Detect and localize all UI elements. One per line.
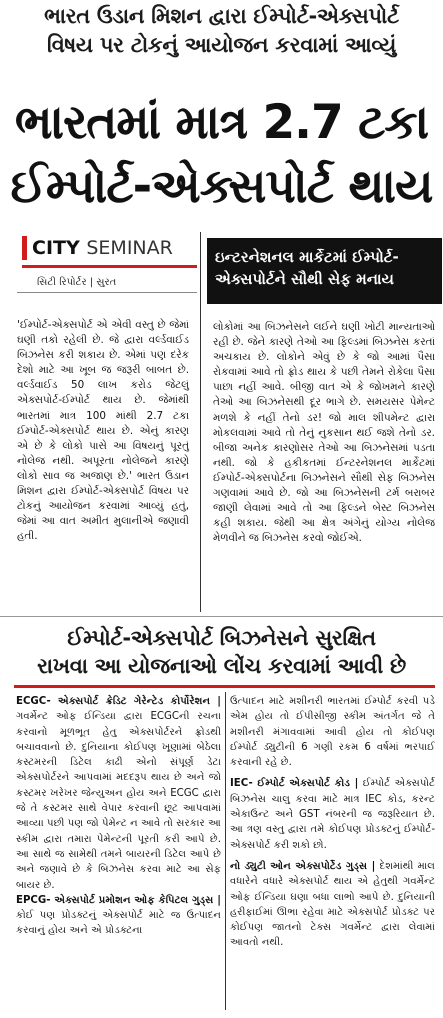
section-tag-bar (22, 236, 27, 260)
scheme-lead: IEC- ઈમ્પોર્ટ એક્સપોર્ટ કોડ | (230, 778, 359, 790)
subhead-line-2: રાખવા આ યોજનાઓ લોંચ કરવામાં આવી છે (37, 654, 406, 678)
highlight-box (207, 238, 442, 304)
right-column-text: લોકોમાં આ બિઝનેસને લઈને ઘણી ખોટી માન્યતાઓ રહી છે. જેને કારણે તેઓ આ ફિલ્ડમાં બિઝનેસ કરતાં અચકાય છે. લોકોને એવું છે કે જો આમાં પૈસા રોકવામાં આવે તો ફ્રોડ થાય કે પછી તેમને રોકેલા પૈસા પાછા નહીં આવે. બીજી વાત એ કે જોખમને કારણે તેઓ આ બિઝનેસથી દૂર ભાગે છે. સમયસર પેમેન્ટ મળશે કે નહીં તેનો ડર! જો માલ શીપમેન્ટ દ્વારા મોકલવામાં આવે તો તેનું નુકસાન થઈ જશે તેનો ડર. બીજા અનેક કારણોસર તેઓ આ બિઝનેસમાં પડતા નથી. જો કે હકીકતમાં ઈન્ટરનેશનલ માર્કેટમાં ઈમ્પોર્ટ-એક્સપોર્ટના બિઝનેસને સૌથી સેફ બિઝનેસ ગણવામાં આવે છે. જો આ બિઝનેસની ટર્મ બરાબર જાણી લેવામાં આવે તો આ ફિલ્ડને બેસ્ટ બિઝનેસ કહી શકાય. જેથી આ ક્ષેત્ર અંગેનું યોગ્ય નોલેજ મેળવીને જ બિઝનેસ કરવો જોઈએ. (213, 321, 435, 545)
kicker (0, 2, 443, 60)
scheme-paragraph (16, 694, 221, 893)
section-tag-underline (22, 265, 197, 268)
scheme-text: કોઈ પણ પ્રોડક્ટનું એક્સપોર્ટ માટે જ ઉત્પાદન કરવાનું હોય અને એ પ્રોડક્ટના (16, 910, 221, 937)
column-divider-bottom (225, 692, 226, 1010)
scheme-text: ગવર્મેન્ટ ઓફ ઈન્ડિયા દ્વારા ECGCની રચના કરવાનો મૂળભૂત હેતુ એક્સપોર્ટરને ફ્રોડથી બચાવવાનો છે. દુનિયાના કોઈપણ ખૂણામાં બેઠેલા કસ્ટમરની ડિટેલ કાઢી એનો સંપૂર્ણ ડેટા એક્સપોર્ટરને આપવામાં મદદરૂપ થાય છે અને જો કસ્ટમર ખરેખર જેન્યુઅન હોય અને ECGC દ્વારા જે તે કસ્ટમર સાથે વેપાર કરવાની છૂટ આપવામાં આવ્યા પછી પણ જો પેમેન્ટ ન આવે તો સરકાર આ સ્કીમ દ્વારા તમારા પેમેન્ટની પૂરતી કરી આપે છે. આ સાથે જ સામેથી તમને બાયરની ડિટેલ આપે છે અને જણાવે છે કે બિઝનેસ કરવા માટે આ સેફ બાયર છે. (16, 711, 221, 891)
subhead (0, 624, 443, 680)
highlight-box-line-2: એક્સપોર્ટને સૌથી સેફ મનાય (215, 270, 394, 288)
section-tag (32, 233, 207, 263)
subhead-red-rule (14, 685, 435, 688)
bottom-left-column (16, 694, 221, 939)
scheme-lead: નો ડ્યુટી ઓન એક્સપોર્ટેડ ગુડ્સ | (230, 860, 376, 872)
kicker-line-2: વિષય પર ટોકનું આયોજન કરવામાં આવ્યું (46, 33, 397, 57)
scheme-text: દેશમાંથી માલ વધારેને વધારે એક્સપોર્ટ થાય એ હેતુથી ગવર્મેન્ટ ઓફ ઈન્ડિયા ઘણા બધા લાભો આપે છે. દુનિયાની હરીફાઈમાં ઊભા રહેવા માટે એક્સપોર્ટ પ્રોડક્ટ પર કોઈપણ જાતનો ટેક્સ ગવર્મેન્ટ દ્વારા લેવામાં આવતો નથી. (230, 860, 435, 949)
byline-rule (17, 292, 197, 293)
section-tag-city: CITY (32, 237, 80, 259)
subhead-line-1: ઈમ્પોર્ટ-એક્સપોર્ટ બિઝનેસને સુરક્ષિત (67, 626, 376, 650)
headline-line-2: ઈમ્પોર્ટ-એક્સપોર્ટ થાય (10, 159, 433, 214)
headline-line-1: ભારતમાં માત્ર 2.7 ટકા (14, 95, 429, 150)
scheme-text: ઈમ્પોર્ટ એક્સપોર્ટ બિઝનેસ ચાલુ કરવા માટે માત્ર IEC કોડ, કરન્ટ એકાઉન્ટ અને GST નંબરની જ જરૂરિયાત છે. આ ત્રણ વસ્તુ દ્વારા તમે કોઈપણ પ્રોડક્ટનું ઈમ્પોર્ટ-એક્સપોર્ટ કરી શકો છો. (230, 778, 435, 851)
scheme-paragraph (230, 776, 435, 852)
kicker-line-1: ભારત ઉડાન મિશન દ્વારા ઈમ્પોર્ટ-એક્સપોર્ટ (44, 4, 399, 28)
highlight-box-line-1: ઇન્ટરનેશનલ માર્કેટમાં ઈમ્પોર્ટ- (215, 248, 399, 266)
bottom-right-column (230, 694, 435, 951)
byline: સિટી રિપોર્ટર | સુરત (37, 277, 117, 288)
subhead-top-rule (0, 616, 443, 617)
scheme-lead: ECGC- એક્સપોર્ટ ક્રેડિટ ગેરેન્ટેડ કોર્પોરેશન | (16, 696, 221, 707)
column-divider-top (200, 232, 201, 612)
left-column-text: 'ઈમ્પોર્ટ-એક્સપોર્ટ એ એવી વસ્તુ છે જેમાં ઘણી તકો રહેલી છે. જે દ્વારા વર્લ્ડવાઈડ બિઝનેસ કરી શકાય છે. એમાં પણ દરેક દેશો માટે આ ખૂબ જ જરૂરી બાબત છે. વર્લ્ડવાઈડ 50 લાખ કરોડ જેટલું એક્સપોર્ટ-ઈમ્પોર્ટ થાય છે. જેમાંથી ભારતમાં માત્ર 100 માંથી 2.7 ટકા ઈમ્પોર્ટ-એક્સપોર્ટ થાય છે. એનું કારણ એ છે કે લોકો પાસે આ વિષયનું પૂરતું નોલેજ નથી. અપૂરતા નોલેજને કારણે લોકો સાવ જ અજાણ છે.' ભારત ઉડાન મિશન દ્વારા ઈમ્પોર્ટ-એક્સપોર્ટ વિષય પર ટોકનું આયોજન કરવામાં આવ્યું હતું, જેમાં આ વાત અમીત મુલાનીએ જણાવી હતી. (17, 319, 189, 543)
scheme-paragraph (230, 859, 435, 951)
scheme-text: ઉત્પાદન માટે મશીનરી ભારતમાં ઈમ્પોર્ટ કરવી પડે એમ હોય તો ઈપીસીજી સ્કીમ અંતર્ગત જે તે મશીનરી મંગાવવામાં આવી હોય તો કોઈપણ ઈમ્પોર્ટ ડ્યુટીની 6 ગણી રકમ 6 વર્ષમાં ભરપાઈ કરવાની રહે છે. (230, 696, 435, 769)
scheme-paragraph (230, 694, 435, 770)
scheme-lead: EPCG- એક્સપોર્ટ પ્રમોશન ઓફ કેપિટલ ગુડ્સ | (16, 894, 221, 906)
section-tag-seminar: SEMINAR (86, 237, 173, 259)
scheme-paragraph (16, 893, 221, 939)
